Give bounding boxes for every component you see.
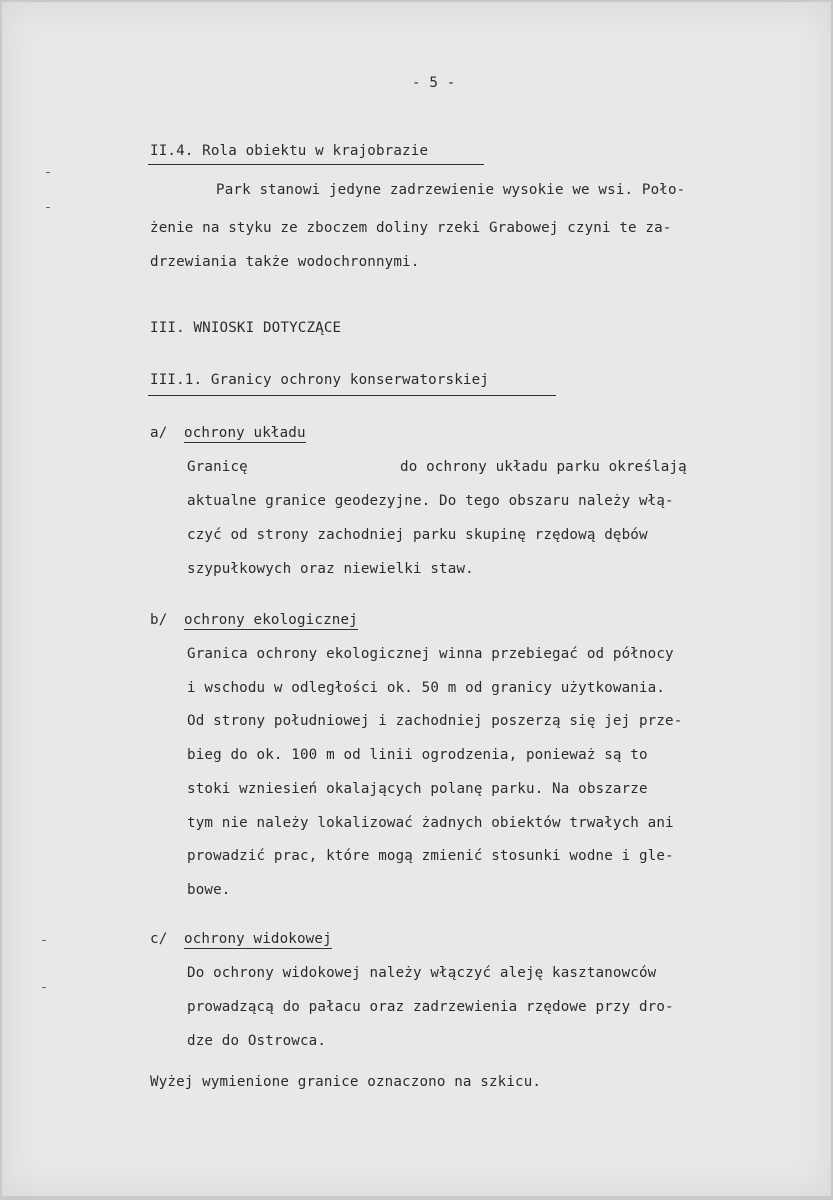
closing-line: Wyżej wymienione granice oznaczono na szkicu.: [150, 1074, 542, 1090]
paragraph-line: prowadzącą do pałacu oraz zadrzewienia rzędowe przy dro-: [187, 999, 674, 1015]
paragraph-line: stoki wzniesień okalających polanę parku. Na obszarze: [187, 781, 648, 797]
heading-underline: [148, 395, 556, 396]
paragraph-line: dze do Ostrowca.: [187, 1033, 327, 1049]
paragraph-line: Granica ochrony ekologicznej winna przebiegać od północy: [187, 646, 674, 662]
paragraph-line: drzewiania także wodochronnymi.: [150, 254, 420, 270]
page-number: - 5 -: [412, 75, 456, 91]
heading-underline: [148, 164, 484, 165]
paragraph-line: bieg do ok. 100 m od linii ogrodzenia, ponieważ są to: [187, 747, 648, 763]
paragraph-line: tym nie należy lokalizować żadnych obiektów trwałych ani: [187, 815, 674, 831]
paragraph-line: żenie na styku ze zboczem doliny rzeki Grabowej czyni te za-: [150, 220, 672, 236]
subsection-marker-c: c/: [150, 931, 168, 947]
paragraph-line: czyć od strony zachodniej parku skupinę rzędową dębów: [187, 527, 648, 543]
paragraph-line: prowadzić prac, które mogą zmienić stosunki wodne i gle-: [187, 848, 674, 864]
paragraph-line: Od strony południowej i zachodniej poszerzą się jej prze-: [187, 713, 683, 729]
paragraph-line: szypułkowych oraz niewielki staw.: [187, 561, 474, 577]
subsection-marker-a: a/: [150, 425, 168, 441]
paragraph-line: bowe.: [187, 882, 231, 898]
subsection-marker-b: b/: [150, 612, 168, 628]
section-heading-3: III. WNIOSKI DOTYCZĄCE: [150, 320, 342, 336]
margin-mark: [42, 940, 46, 941]
paragraph-line: do ochrony układu parku określają: [400, 459, 687, 475]
paragraph-line: Granicę: [187, 459, 248, 475]
paragraph-line: Do ochrony widokowej należy włączyć aleję kasztanowców: [187, 965, 657, 981]
section-heading-2-4: II.4. Rola obiektu w krajobrazie: [150, 143, 429, 159]
subsection-title-c: ochrony widokowej: [184, 931, 332, 947]
paragraph-line: aktualne granice geodezyjne. Do tego obszaru należy włą-: [187, 493, 674, 509]
subsection-title-b: ochrony ekologicznej: [184, 612, 358, 628]
section-heading-3-1: III.1. Granicy ochrony konserwatorskiej: [150, 372, 489, 388]
document-page: [2, 2, 831, 1196]
margin-mark: [42, 987, 46, 988]
paragraph-line: Park stanowi jedyne zadrzewienie wysokie we wsi. Poło-: [216, 182, 686, 198]
margin-mark: [46, 207, 50, 208]
paragraph-line: i wschodu w odległości ok. 50 m od granicy użytkowania.: [187, 680, 666, 696]
margin-mark: [46, 172, 50, 173]
subsection-title-a: ochrony układu: [184, 425, 306, 441]
